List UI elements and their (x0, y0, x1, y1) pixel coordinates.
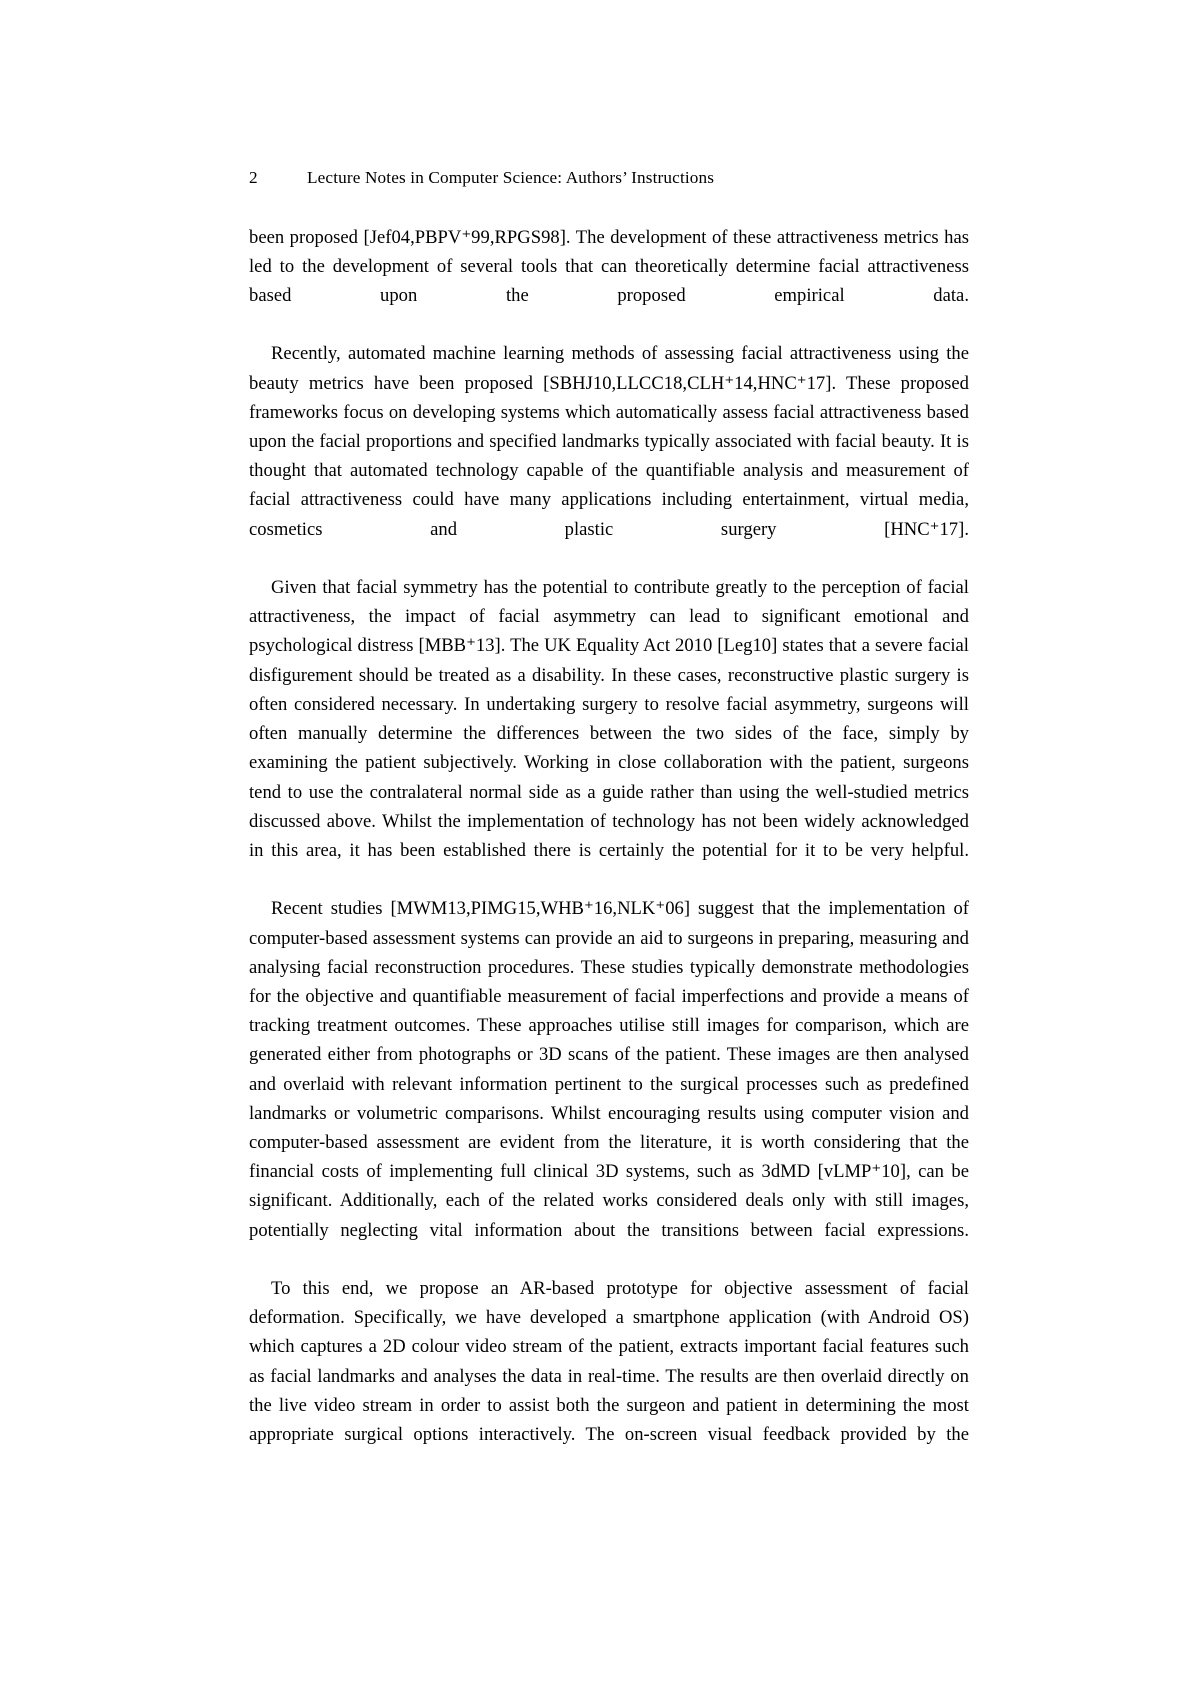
page-content (249, 168, 969, 1478)
running-head (249, 168, 969, 189)
paragraph-1: been proposed [Jef04,PBPV⁺99,RPGS98]. The development of these attractiveness metrics has led to the development of several tools that can theoretically determine facial attractiveness based upon the proposed empirical data. (249, 226, 969, 307)
page-number: 2 (249, 168, 258, 187)
running-head-title: Lecture Notes in Computer Science: Authors’ Instructions (307, 168, 715, 187)
paragraph-2: Recently, automated machine learning methods of assessing facial attractiveness using the beauty metrics have been proposed [SBHJ10,LLCC18,CLH⁺14,HNC⁺17]. These proposed frameworks focus on developing systems which automatically assess facial attractiveness based upon the facial proportions and specified landmarks typically associated with facial beauty. It is thought that automated technology capable of the quantifiable analysis and measurement of facial attractiveness could have many applications including entertainment, virtual media, cosmetics and plastic surgery [HNC⁺17]. (249, 343, 969, 540)
paragraph-5: To this end, we propose an AR-based prototype for objective assessment of facial deformation. Specifically, we have developed a smartphone application (with Android OS) which captures a 2D colour video stream of the patient, extracts important facial features such as facial landmarks and analyses the data in real-time. The results are then overlaid directly on the live video stream in order to assist both the surgeon and patient in determining the most appropriate surgical options interactively. The on-screen visual feedback provided by the (249, 1277, 969, 1445)
paragraph-4: Recent studies [MWM13,PIMG15,WHB⁺16,NLK⁺06] suggest that the implementation of computer-based assessment systems can provide an aid to surgeons in preparing, measuring and analysing facial reconstruction procedures. These studies typically demonstrate methodologies for the objective and quantifiable measurement of facial imperfections and provide a means of tracking treatment outcomes. These approaches utilise still images for comparison, which are generated either from photographs or 3D scans of the patient. These images are then analysed and overlaid with relevant information pertinent to the surgical processes such as predefined landmarks or volumetric comparisons. Whilst encouraging results using computer vision and computer-based assessment are evident from the literature, it is worth considering that the financial costs of implementing full clinical 3D systems, such as 3dMD [vLMP⁺10], can be significant. Additionally, each of the related works considered deals only with still images, potentially neglecting vital information about the transitions between facial expressions. (249, 898, 969, 1241)
paragraph-3: Given that facial symmetry has the potential to contribute greatly to the perception of facial attractiveness, the impact of facial asymmetry can lead to significant emotional and psychological distress [MBB⁺13]. The UK Equality Act 2010 [Leg10] states that a severe facial disfigurement should be treated as a disability. In these cases, reconstructive plastic surgery is often considered necessary. In undertaking surgery to resolve facial asymmetry, surgeons will often manually determine the differences between the two sides of the face, simply by examining the patient subjectively. Working in close collaboration with the patient, surgeons tend to use the contralateral normal side as a guide rather than using the well-studied metrics discussed above. Whilst the implementation of technology has not been widely acknowledged in this area, it has been established there is certainly the potential for it to be very helpful. (249, 577, 969, 861)
